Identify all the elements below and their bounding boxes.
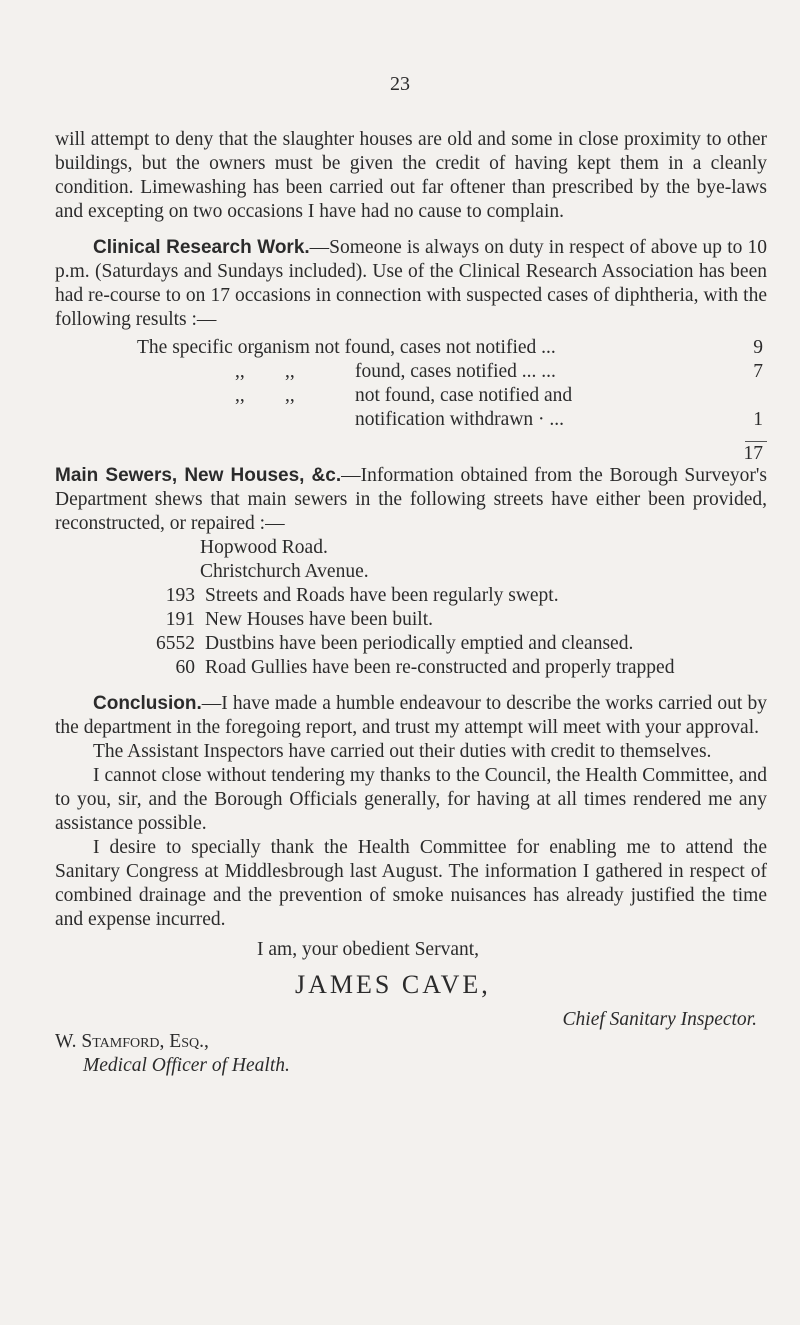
page-number: 23 [390, 73, 410, 95]
salutation: I am, your obedient Servant, [257, 939, 480, 960]
stat-number: 60 [175, 657, 195, 678]
stat-item [55, 608, 767, 632]
result-row [55, 336, 767, 360]
result-text: The specific organism not found, cases not notified ... [137, 337, 556, 358]
clinical-heading: Clinical Research Work. [93, 237, 310, 258]
stat-item [55, 632, 767, 656]
ditto-mark: ,, [285, 361, 295, 382]
stat-item [55, 656, 767, 680]
result-row [55, 408, 767, 432]
conclusion-paragraph [55, 692, 767, 740]
stat-text: Streets and Roads have been regularly swept. [205, 585, 559, 606]
result-value: 7 [753, 361, 763, 382]
ditto-mark: ,, [235, 385, 245, 406]
clinical-paragraph [55, 236, 767, 332]
intro-paragraph: will attempt to deny that the slaughter houses are old and some in close proximity to other buildings, but the owners must be given the credit of having kept them in a cleanly condition. Limewashing has been carried out far oftener than prescribed by the bye-laws and excepting on two occasions I have had no cause to complain. [55, 129, 767, 222]
stat-number: 191 [165, 609, 195, 630]
stat-number: 6552 [156, 633, 195, 654]
result-value: 1 [753, 409, 763, 430]
signatory-title: Chief Sanitary Inspector. [562, 1009, 757, 1030]
result-text: found, cases notified ... ... [355, 361, 556, 382]
conclusion-heading: Conclusion. [93, 693, 202, 714]
result-row [55, 360, 767, 384]
stat-item [55, 584, 767, 608]
stat-number: 193 [165, 585, 195, 606]
ditto-mark: ,, [285, 385, 295, 406]
result-total-row [55, 432, 767, 464]
stat-text: New Houses have been built. [205, 609, 433, 630]
sewers-text: —Information obtained from the Borough Surveyor's Department shews that main sewers in the following streets have either been provided, reconstructed, or repaired :— [55, 465, 768, 534]
conclusion-text: —I have made a humble endeavour to describe the works carried out by the department in the foregoing report, and trust my attempt will meet with your approval. [55, 693, 767, 738]
congress-paragraph: I desire to specially thank the Health Committee for enabling me to attend the Sanitary Congress at Middlesbrough last August. The information I gathered in respect of combined drainage and the prevention of smoke nuisances has already justified the time and expense incurred. [55, 837, 767, 930]
result-total: 17 [743, 443, 763, 464]
stat-text: Dustbins have been periodically emptied and cleansed. [205, 633, 634, 654]
results-list [55, 336, 767, 464]
thanks-paragraph: I cannot close without tendering my thanks to the Council, the Health Committee, and to you, sir, and the Borough Officials generally, for having at all times rendered me any assistance possible. [55, 765, 767, 834]
result-row [55, 384, 767, 408]
page-body [55, 0, 767, 1078]
street-name: Christchurch Avenue. [200, 561, 369, 582]
sewers-paragraph [55, 464, 767, 536]
addressee-title: Medical Officer of Health. [83, 1055, 290, 1076]
sewers-heading: Main Sewers, New Houses, &c. [55, 465, 342, 486]
result-text: notification withdrawn · ... [355, 409, 565, 430]
street-name: Hopwood Road. [200, 537, 328, 558]
stat-text: Road Gullies have been re-constructed and properly trapped [205, 657, 675, 678]
ditto-mark: ,, [235, 361, 245, 382]
assistants-paragraph: The Assistant Inspectors have carried out their duties with credit to themselves. [93, 741, 712, 762]
result-value: 9 [753, 337, 763, 358]
signatory-name: JAMES CAVE, [295, 970, 491, 999]
clinical-text: —Someone is always on duty in respect of above up to 10 p.m. (Saturdays and Sundays included). Use of the Clinical Research Association has been had re-course to on 17 occasions in connection with suspected cases of diphtheria, with the following results :— [55, 237, 768, 330]
result-text: not found, case notified and [355, 385, 573, 406]
addressee: W. Stamford, Esq., [55, 1031, 209, 1052]
